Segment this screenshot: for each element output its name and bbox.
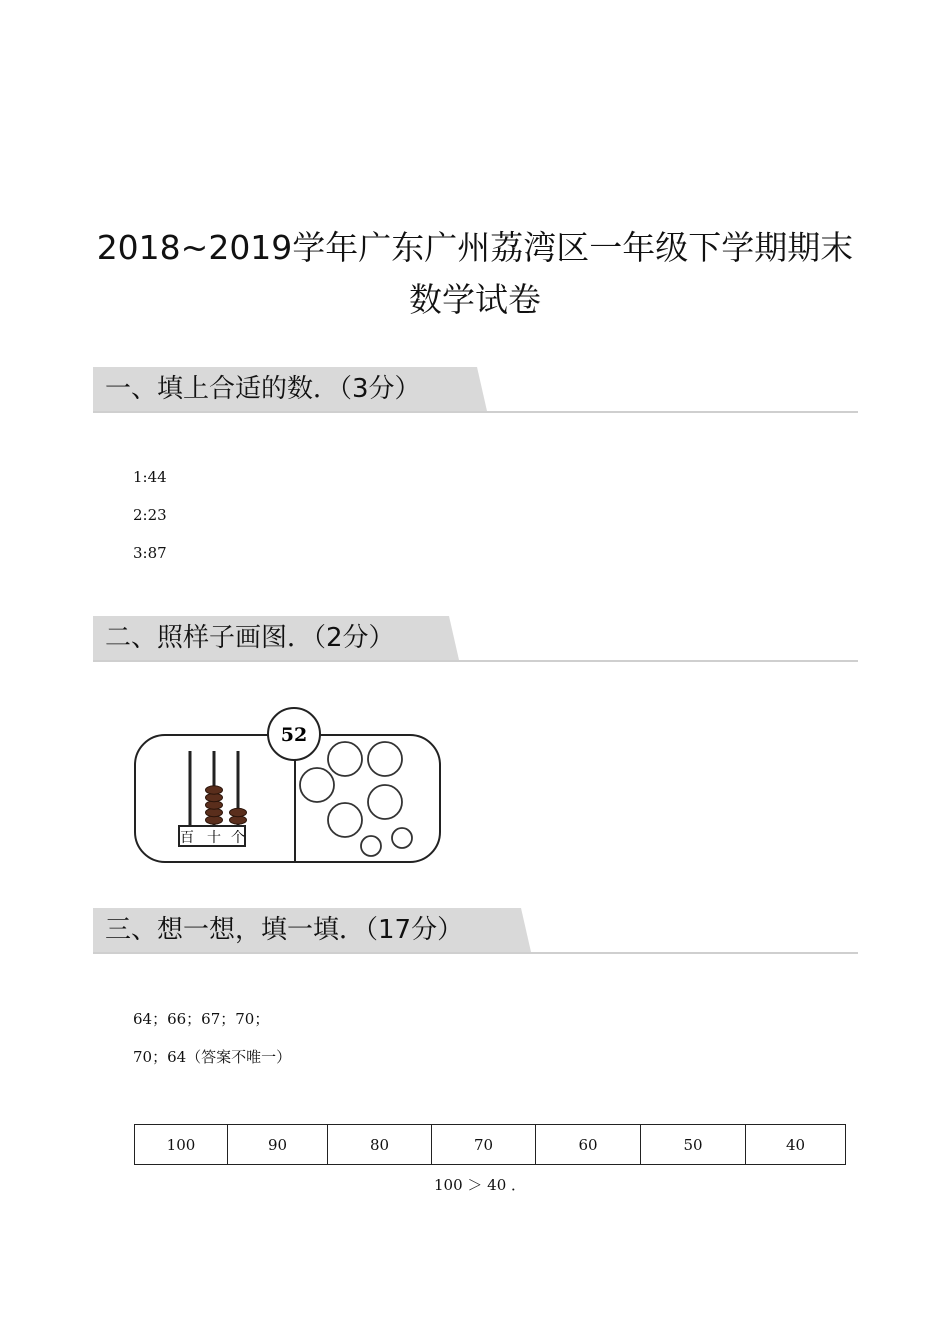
place-label-tens: 十 [207, 830, 221, 846]
table-cell: 80 [328, 1125, 432, 1165]
comparison-answer: 100 ＞ 40 ． [433, 1176, 527, 1194]
section-2-rule [93, 660, 858, 662]
section-1-answer-1: 1:44 [133, 468, 167, 486]
sequence-table-wrap [134, 1124, 846, 1165]
table-cell: 40 [746, 1125, 846, 1165]
abacus-figure [130, 703, 450, 868]
section-3-header [93, 908, 858, 954]
abacus-bead [206, 786, 223, 794]
table-row [135, 1125, 846, 1165]
section-1-answer-2: 2:23 [133, 506, 167, 524]
sequence-table [134, 1124, 846, 1165]
section-2-header [93, 616, 858, 662]
table-cell: 50 [641, 1125, 746, 1165]
section-3-heading: 三、想一想，填一填．（17分） [105, 915, 464, 945]
big-circle [328, 742, 362, 776]
table-cell: 60 [536, 1125, 641, 1165]
table-cell: 100 [135, 1125, 228, 1165]
place-label-ones: 个 [231, 830, 245, 846]
abacus-bead [230, 808, 247, 816]
table-cell: 70 [432, 1125, 536, 1165]
tens-beads [206, 786, 223, 824]
section-3-answer-1: 64；66；67；70； [133, 1010, 270, 1028]
small-circle [361, 836, 381, 856]
table-cell: 90 [228, 1125, 328, 1165]
section-1-header [93, 367, 858, 413]
small-circle [392, 828, 412, 848]
section-1-heading: 一、填上合适的数．（3分） [105, 374, 421, 404]
section-3-rule [93, 952, 858, 954]
place-label-hundreds: 百 [180, 830, 194, 846]
section-2-heading: 二、照样子画图．（2分） [105, 623, 395, 653]
title-line-2: 数学试卷 [409, 280, 541, 319]
title-line-1: 2018~2019学年广东广州荔湾区一年级下学期期末 [96, 228, 854, 267]
big-circle [368, 742, 402, 776]
big-circle [368, 785, 402, 819]
section-1-answer-3: 3:87 [133, 544, 167, 562]
section-1-rule [93, 411, 858, 413]
section-3-answer-2: 70；64（答案不唯一） [133, 1048, 292, 1066]
page-title [60, 222, 890, 326]
number-badge-value: 52 [280, 724, 308, 746]
big-circle [300, 768, 334, 802]
big-circle [328, 803, 362, 837]
